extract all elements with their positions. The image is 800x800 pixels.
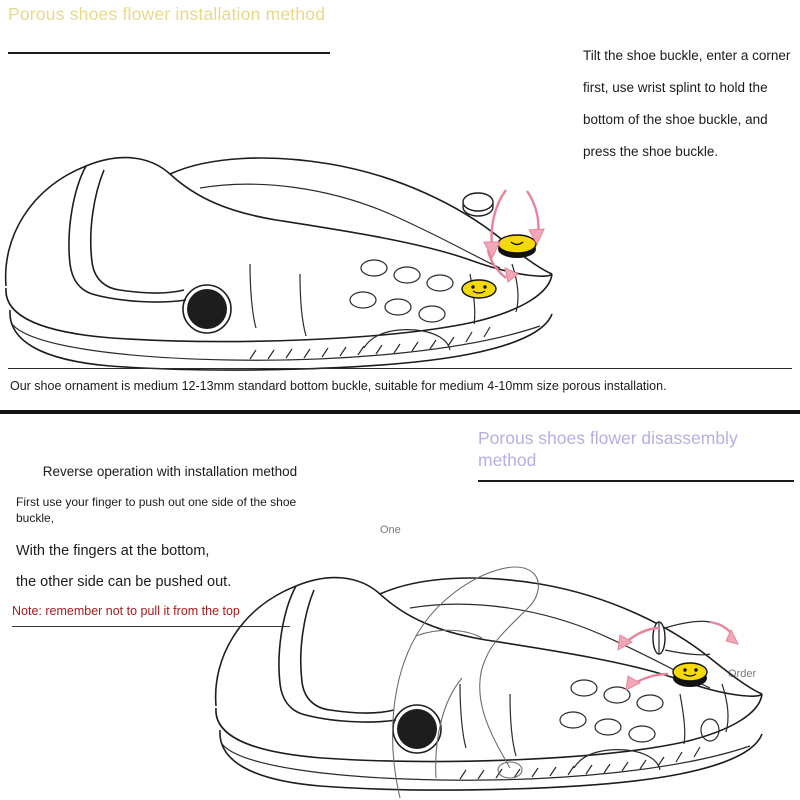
shoe-charm-removed [673,663,707,687]
disassembly-step-2-line-1: With the fingers at the bottom, [16,543,210,559]
disassembly-heading: Reverse operation with installation method [42,464,298,479]
panel-divider [0,410,800,414]
disassembly-step-1: First use your finger to push out one side of the shoe buckle, [16,495,297,526]
shoe-charm-seated [462,280,496,298]
disassembly-panel [0,418,800,800]
clog-shoe-drawing-top [0,78,600,378]
note-divider [8,368,792,369]
installation-note [0,368,800,412]
label-one: One [380,524,401,536]
installation-title-underline [8,52,330,54]
installation-title: Porous shoes flower installation method [8,4,326,24]
disassembly-title: Porous shoes flower disassembly method [478,428,738,470]
installation-instruction-text: Tilt the shoe buckle, enter a corner first, use wrist splint to hold the bottom of the shoe buckle, and press the shoe buckle. [583,48,791,159]
disassembly-step-2-line-2: the other side can be pushed out. [16,574,232,590]
disassembly-illustration [210,478,800,798]
clog-shoe-drawing-bottom [210,478,800,798]
installation-illustration [0,78,600,378]
shoe-charm-tilted [498,235,536,258]
disassembly-warning-note: Note: remember not to pull it from the top [12,604,240,618]
installation-note-text: Our shoe ornament is medium 12-13mm standard bottom buckle, suitable for medium 4-10mm size porous installation. [10,379,667,393]
label-order: Order [728,668,757,680]
hand-finger-illustration [393,567,539,798]
